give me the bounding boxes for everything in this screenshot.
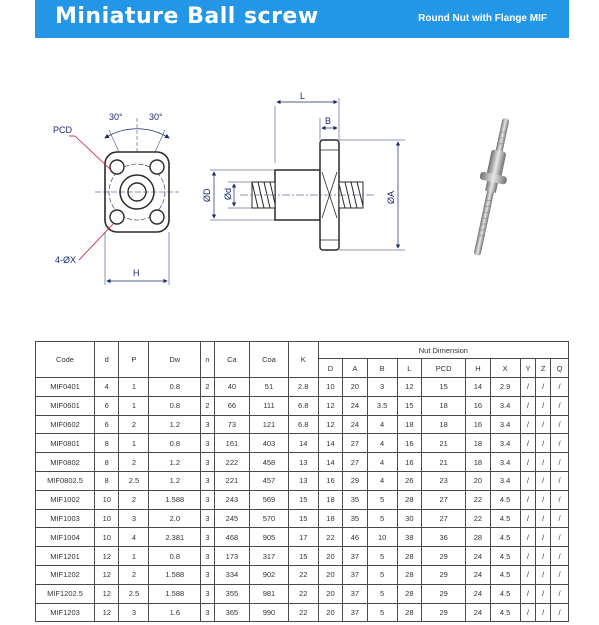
table-cell: 14 [318, 434, 342, 453]
table-cell: 16 [466, 396, 490, 415]
table-cell: 8 [95, 471, 119, 490]
table-cell: 6.8 [288, 415, 318, 434]
table-cell: 18 [422, 396, 466, 415]
nut-col-header: L [397, 359, 421, 378]
model-code-cell: MIF0602 [36, 415, 95, 434]
table-cell: / [520, 603, 536, 622]
table-cell: 1.588 [149, 490, 201, 509]
table-cell: 3 [367, 378, 397, 397]
table-cell: 37 [343, 584, 367, 603]
table-cell: 12 [95, 584, 119, 603]
table-cell: 243 [214, 490, 249, 509]
table-row [36, 509, 569, 528]
b-label: B [325, 116, 332, 126]
col-header: P [119, 342, 149, 378]
table-cell: 6 [95, 396, 119, 415]
pcd-label: PCD [53, 125, 73, 135]
table-cell: 5 [367, 490, 397, 509]
table-cell: 3 [119, 603, 149, 622]
table-cell: 317 [250, 547, 289, 566]
table-cell: 23 [422, 471, 466, 490]
table-cell: 1.2 [149, 471, 201, 490]
table-cell: / [520, 453, 536, 472]
table-cell: / [550, 565, 568, 584]
table-cell: 18 [318, 509, 342, 528]
model-code-cell: MIF1004 [36, 528, 95, 547]
table-cell: / [536, 453, 551, 472]
table-cell: 3 [201, 547, 215, 566]
page-title: Miniature Ball screw [55, 4, 319, 29]
table-cell: 4.5 [490, 547, 520, 566]
model-code-cell: MIF1202 [36, 565, 95, 584]
table-cell: 30 [397, 509, 421, 528]
table-cell: 5 [367, 547, 397, 566]
table-cell: 18 [466, 453, 490, 472]
table-cell: 2 [201, 396, 215, 415]
spec-table-body [36, 378, 569, 622]
table-cell: / [520, 547, 536, 566]
col-header: Coa [250, 342, 289, 378]
table-cell: 4 [119, 528, 149, 547]
table-cell: 3 [201, 490, 215, 509]
table-cell: / [536, 378, 551, 397]
table-cell: 22 [318, 528, 342, 547]
table-cell: 1.2 [149, 453, 201, 472]
table-cell: 569 [250, 490, 289, 509]
table-cell: 22 [288, 584, 318, 603]
table-cell: / [520, 471, 536, 490]
table-cell: 29 [422, 547, 466, 566]
table-cell: 15 [288, 490, 318, 509]
table-cell: 24 [466, 565, 490, 584]
holes-label: 4-ØX [55, 255, 77, 265]
table-cell: 5 [367, 603, 397, 622]
table-cell: 1.588 [149, 584, 201, 603]
mount-hole [150, 210, 164, 224]
table-cell: 12 [95, 565, 119, 584]
table-row [36, 490, 569, 509]
model-code-cell: MIF0802 [36, 453, 95, 472]
table-cell: 37 [343, 603, 367, 622]
table-cell: / [536, 509, 551, 528]
table-cell: 468 [214, 528, 249, 547]
model-code-cell: MIF0801 [36, 434, 95, 453]
table-cell: 2 [119, 565, 149, 584]
table-cell: / [520, 490, 536, 509]
angle-left-label: 30° [109, 112, 123, 122]
table-cell: 35 [343, 509, 367, 528]
col-header: n [201, 342, 215, 378]
table-cell: 365 [214, 603, 249, 622]
col-header: Ca [214, 342, 249, 378]
table-cell: 3 [201, 434, 215, 453]
table-cell: / [550, 453, 568, 472]
nut-col-header: PCD [422, 359, 466, 378]
table-cell: 458 [250, 453, 289, 472]
table-cell: 1 [119, 547, 149, 566]
table-cell: / [550, 490, 568, 509]
d-label: Ød [223, 187, 233, 200]
table-cell: / [536, 603, 551, 622]
table-cell: 28 [466, 528, 490, 547]
table-cell: / [536, 528, 551, 547]
table-cell: 3.4 [490, 415, 520, 434]
table-cell: 28 [397, 603, 421, 622]
table-cell: 4.5 [490, 528, 520, 547]
table-cell: 24 [343, 396, 367, 415]
table-cell: 3 [201, 453, 215, 472]
table-cell: 570 [250, 509, 289, 528]
table-row [36, 565, 569, 584]
table-cell: 27 [343, 453, 367, 472]
table-row [36, 471, 569, 490]
od-label: ØD [202, 188, 212, 202]
table-cell: 1.2 [149, 415, 201, 434]
table-cell: 3 [201, 584, 215, 603]
table-cell: 355 [214, 584, 249, 603]
table-cell: 66 [214, 396, 249, 415]
side-view-drawing [200, 88, 425, 258]
table-cell: 403 [250, 434, 289, 453]
table-cell: 29 [422, 603, 466, 622]
table-cell: 5 [367, 509, 397, 528]
table-row [36, 584, 569, 603]
table-cell: 12 [95, 603, 119, 622]
table-cell: 6 [95, 415, 119, 434]
table-cell: 905 [250, 528, 289, 547]
model-code-cell: MIF1202.5 [36, 584, 95, 603]
table-cell: / [550, 471, 568, 490]
table-cell: 3.4 [490, 453, 520, 472]
table-cell: 3 [201, 471, 215, 490]
table-cell: 18 [422, 415, 466, 434]
table-cell: / [520, 528, 536, 547]
table-cell: 4 [95, 378, 119, 397]
table-cell: / [536, 584, 551, 603]
table-cell: 16 [318, 471, 342, 490]
table-cell: 3.4 [490, 471, 520, 490]
table-cell: 1.588 [149, 565, 201, 584]
table-cell: 2 [201, 378, 215, 397]
table-cell: 13 [288, 471, 318, 490]
table-cell: 20 [318, 603, 342, 622]
table-row [36, 396, 569, 415]
table-cell: 121 [250, 415, 289, 434]
table-cell: / [520, 565, 536, 584]
table-cell: 2 [119, 453, 149, 472]
nut-col-header: B [367, 359, 397, 378]
model-code-cell: MIF1002 [36, 490, 95, 509]
table-cell: 12 [95, 547, 119, 566]
table-cell: 4.5 [490, 490, 520, 509]
table-row [36, 547, 569, 566]
table-cell: 27 [343, 434, 367, 453]
nut-col-header: Y [520, 359, 536, 378]
mount-hole [150, 160, 164, 174]
table-cell: 4 [367, 415, 397, 434]
table-header-row [36, 342, 569, 359]
model-code-cell: MIF1003 [36, 509, 95, 528]
table-cell: 37 [343, 547, 367, 566]
table-cell: / [536, 396, 551, 415]
table-cell: 4.5 [490, 584, 520, 603]
table-cell: 10 [318, 378, 342, 397]
l-label: L [300, 91, 306, 101]
table-cell: 3.4 [490, 434, 520, 453]
model-code-cell: MIF0802.5 [36, 471, 95, 490]
table-cell: 17 [288, 528, 318, 547]
table-cell: 3.4 [490, 396, 520, 415]
table-cell: / [520, 584, 536, 603]
nut-col-header: D [318, 359, 342, 378]
table-cell: 29 [422, 584, 466, 603]
table-cell: 3.5 [367, 396, 397, 415]
table-cell: 28 [397, 490, 421, 509]
table-cell: 0.8 [149, 434, 201, 453]
table-cell: 29 [422, 565, 466, 584]
table-cell: 0.8 [149, 378, 201, 397]
table-cell: 24 [343, 415, 367, 434]
table-cell: 3 [201, 509, 215, 528]
table-cell: / [550, 378, 568, 397]
table-cell: / [550, 396, 568, 415]
table-cell: 2 [119, 415, 149, 434]
table-cell: / [550, 603, 568, 622]
table-cell: 15 [288, 547, 318, 566]
table-cell: 4 [367, 471, 397, 490]
table-cell: 12 [318, 415, 342, 434]
table-cell: / [550, 584, 568, 603]
table-cell: 20 [318, 565, 342, 584]
table-cell: 111 [250, 396, 289, 415]
table-cell: 18 [318, 490, 342, 509]
table-cell: 5 [367, 565, 397, 584]
table-cell: 24 [466, 603, 490, 622]
table-cell: / [550, 528, 568, 547]
col-header: Code [36, 342, 95, 378]
nut-col-header: H [466, 359, 490, 378]
table-cell: 18 [466, 434, 490, 453]
table-cell: 1 [119, 396, 149, 415]
table-cell: 13 [288, 453, 318, 472]
col-header: d [95, 342, 119, 378]
table-cell: 4 [367, 434, 397, 453]
table-cell: 4 [367, 453, 397, 472]
table-cell: 173 [214, 547, 249, 566]
table-cell: 40 [214, 378, 249, 397]
table-cell: 20 [318, 547, 342, 566]
table-cell: / [550, 547, 568, 566]
table-cell: 990 [250, 603, 289, 622]
table-row [36, 453, 569, 472]
table-cell: 12 [397, 378, 421, 397]
table-cell: 2.381 [149, 528, 201, 547]
table-cell: 15 [288, 509, 318, 528]
table-cell: 222 [214, 453, 249, 472]
table-row [36, 434, 569, 453]
table-cell: 2.5 [119, 471, 149, 490]
table-cell: / [536, 415, 551, 434]
table-cell: 12 [318, 396, 342, 415]
model-code-cell: MIF1201 [36, 547, 95, 566]
table-row [36, 378, 569, 397]
table-cell: 15 [397, 396, 421, 415]
model-code-cell: MIF1203 [36, 603, 95, 622]
table-cell: 245 [214, 509, 249, 528]
table-cell: 21 [422, 434, 466, 453]
table-cell: 73 [214, 415, 249, 434]
table-cell: 0.8 [149, 547, 201, 566]
page-subtitle: Round Nut with Flange MIF [418, 13, 547, 24]
table-cell: 20 [318, 584, 342, 603]
table-cell: 26 [397, 471, 421, 490]
table-cell: 10 [95, 490, 119, 509]
table-cell: / [550, 415, 568, 434]
table-cell: 2.9 [490, 378, 520, 397]
table-cell: 22 [466, 509, 490, 528]
table-cell: 29 [343, 471, 367, 490]
table-cell: / [520, 434, 536, 453]
table-cell: 1 [119, 434, 149, 453]
table-cell: 0.8 [149, 396, 201, 415]
table-cell: / [536, 471, 551, 490]
table-cell: 27 [422, 490, 466, 509]
table-cell: / [536, 434, 551, 453]
table-cell: 2.5 [119, 584, 149, 603]
table-row [36, 415, 569, 434]
table-cell: 22 [288, 603, 318, 622]
table-cell: 24 [466, 547, 490, 566]
table-row [36, 603, 569, 622]
nut-col-header: X [490, 359, 520, 378]
table-cell: 902 [250, 565, 289, 584]
table-cell: 28 [397, 584, 421, 603]
table-cell: 457 [250, 471, 289, 490]
table-cell: 22 [288, 565, 318, 584]
product-photo [455, 112, 530, 262]
table-cell: 2 [119, 490, 149, 509]
table-cell: 10 [95, 509, 119, 528]
table-cell: 46 [343, 528, 367, 547]
table-cell: / [536, 547, 551, 566]
table-cell: 3 [201, 415, 215, 434]
spec-table [35, 341, 569, 622]
table-cell: 6.8 [288, 396, 318, 415]
mount-hole [110, 210, 124, 224]
table-cell: 981 [250, 584, 289, 603]
table-cell: 38 [397, 528, 421, 547]
table-cell: 8 [95, 434, 119, 453]
table-cell: 16 [466, 415, 490, 434]
table-cell: 16 [397, 434, 421, 453]
table-cell: 14 [288, 434, 318, 453]
table-cell: 22 [466, 490, 490, 509]
nut-col-header: Z [536, 359, 551, 378]
table-cell: / [520, 396, 536, 415]
table-cell: 2.8 [288, 378, 318, 397]
table-cell: 1.6 [149, 603, 201, 622]
oa-label: ØA [386, 190, 396, 204]
table-cell: / [550, 434, 568, 453]
table-cell: 161 [214, 434, 249, 453]
table-cell: 4.5 [490, 565, 520, 584]
table-cell: 24 [466, 584, 490, 603]
angle-right-label: 30° [149, 112, 163, 122]
h-label: H [133, 268, 140, 278]
table-cell: 18 [397, 415, 421, 434]
table-cell: 16 [397, 453, 421, 472]
table-cell: 37 [343, 565, 367, 584]
table-cell: 5 [367, 584, 397, 603]
table-cell: 15 [422, 378, 466, 397]
table-cell: 2.0 [149, 509, 201, 528]
table-cell: 10 [95, 528, 119, 547]
table-cell: 10 [367, 528, 397, 547]
table-cell: 221 [214, 471, 249, 490]
table-cell: 20 [466, 471, 490, 490]
table-cell: 35 [343, 490, 367, 509]
table-cell: 4.5 [490, 509, 520, 528]
table-cell: 3 [201, 528, 215, 547]
table-cell: 36 [422, 528, 466, 547]
table-cell: / [520, 415, 536, 434]
nut-dimension-header: Nut Dimension [318, 342, 568, 359]
table-cell: 4.5 [490, 603, 520, 622]
table-cell: 3 [119, 509, 149, 528]
table-cell: 14 [318, 453, 342, 472]
table-cell: 27 [422, 509, 466, 528]
table-cell: 51 [250, 378, 289, 397]
table-row [36, 528, 569, 547]
table-cell: / [550, 509, 568, 528]
front-view-drawing [45, 100, 205, 290]
table-cell: 8 [95, 453, 119, 472]
table-cell: 14 [466, 378, 490, 397]
table-cell: 28 [397, 547, 421, 566]
table-cell: / [536, 490, 551, 509]
table-cell: / [520, 378, 536, 397]
table-cell: / [536, 565, 551, 584]
col-header: K [288, 342, 318, 378]
page-header [35, 0, 569, 38]
table-cell: 3 [201, 565, 215, 584]
mount-hole [110, 160, 124, 174]
table-cell: 20 [343, 378, 367, 397]
model-code-cell: MIF0601 [36, 396, 95, 415]
nut-col-header: Q [550, 359, 568, 378]
model-code-cell: MIF0401 [36, 378, 95, 397]
table-cell: 3 [201, 603, 215, 622]
nut-col-header: A [343, 359, 367, 378]
table-cell: 21 [422, 453, 466, 472]
col-header: Dw [149, 342, 201, 378]
table-cell: / [520, 509, 536, 528]
table-cell: 28 [397, 565, 421, 584]
table-cell: 334 [214, 565, 249, 584]
table-cell: 1 [119, 378, 149, 397]
